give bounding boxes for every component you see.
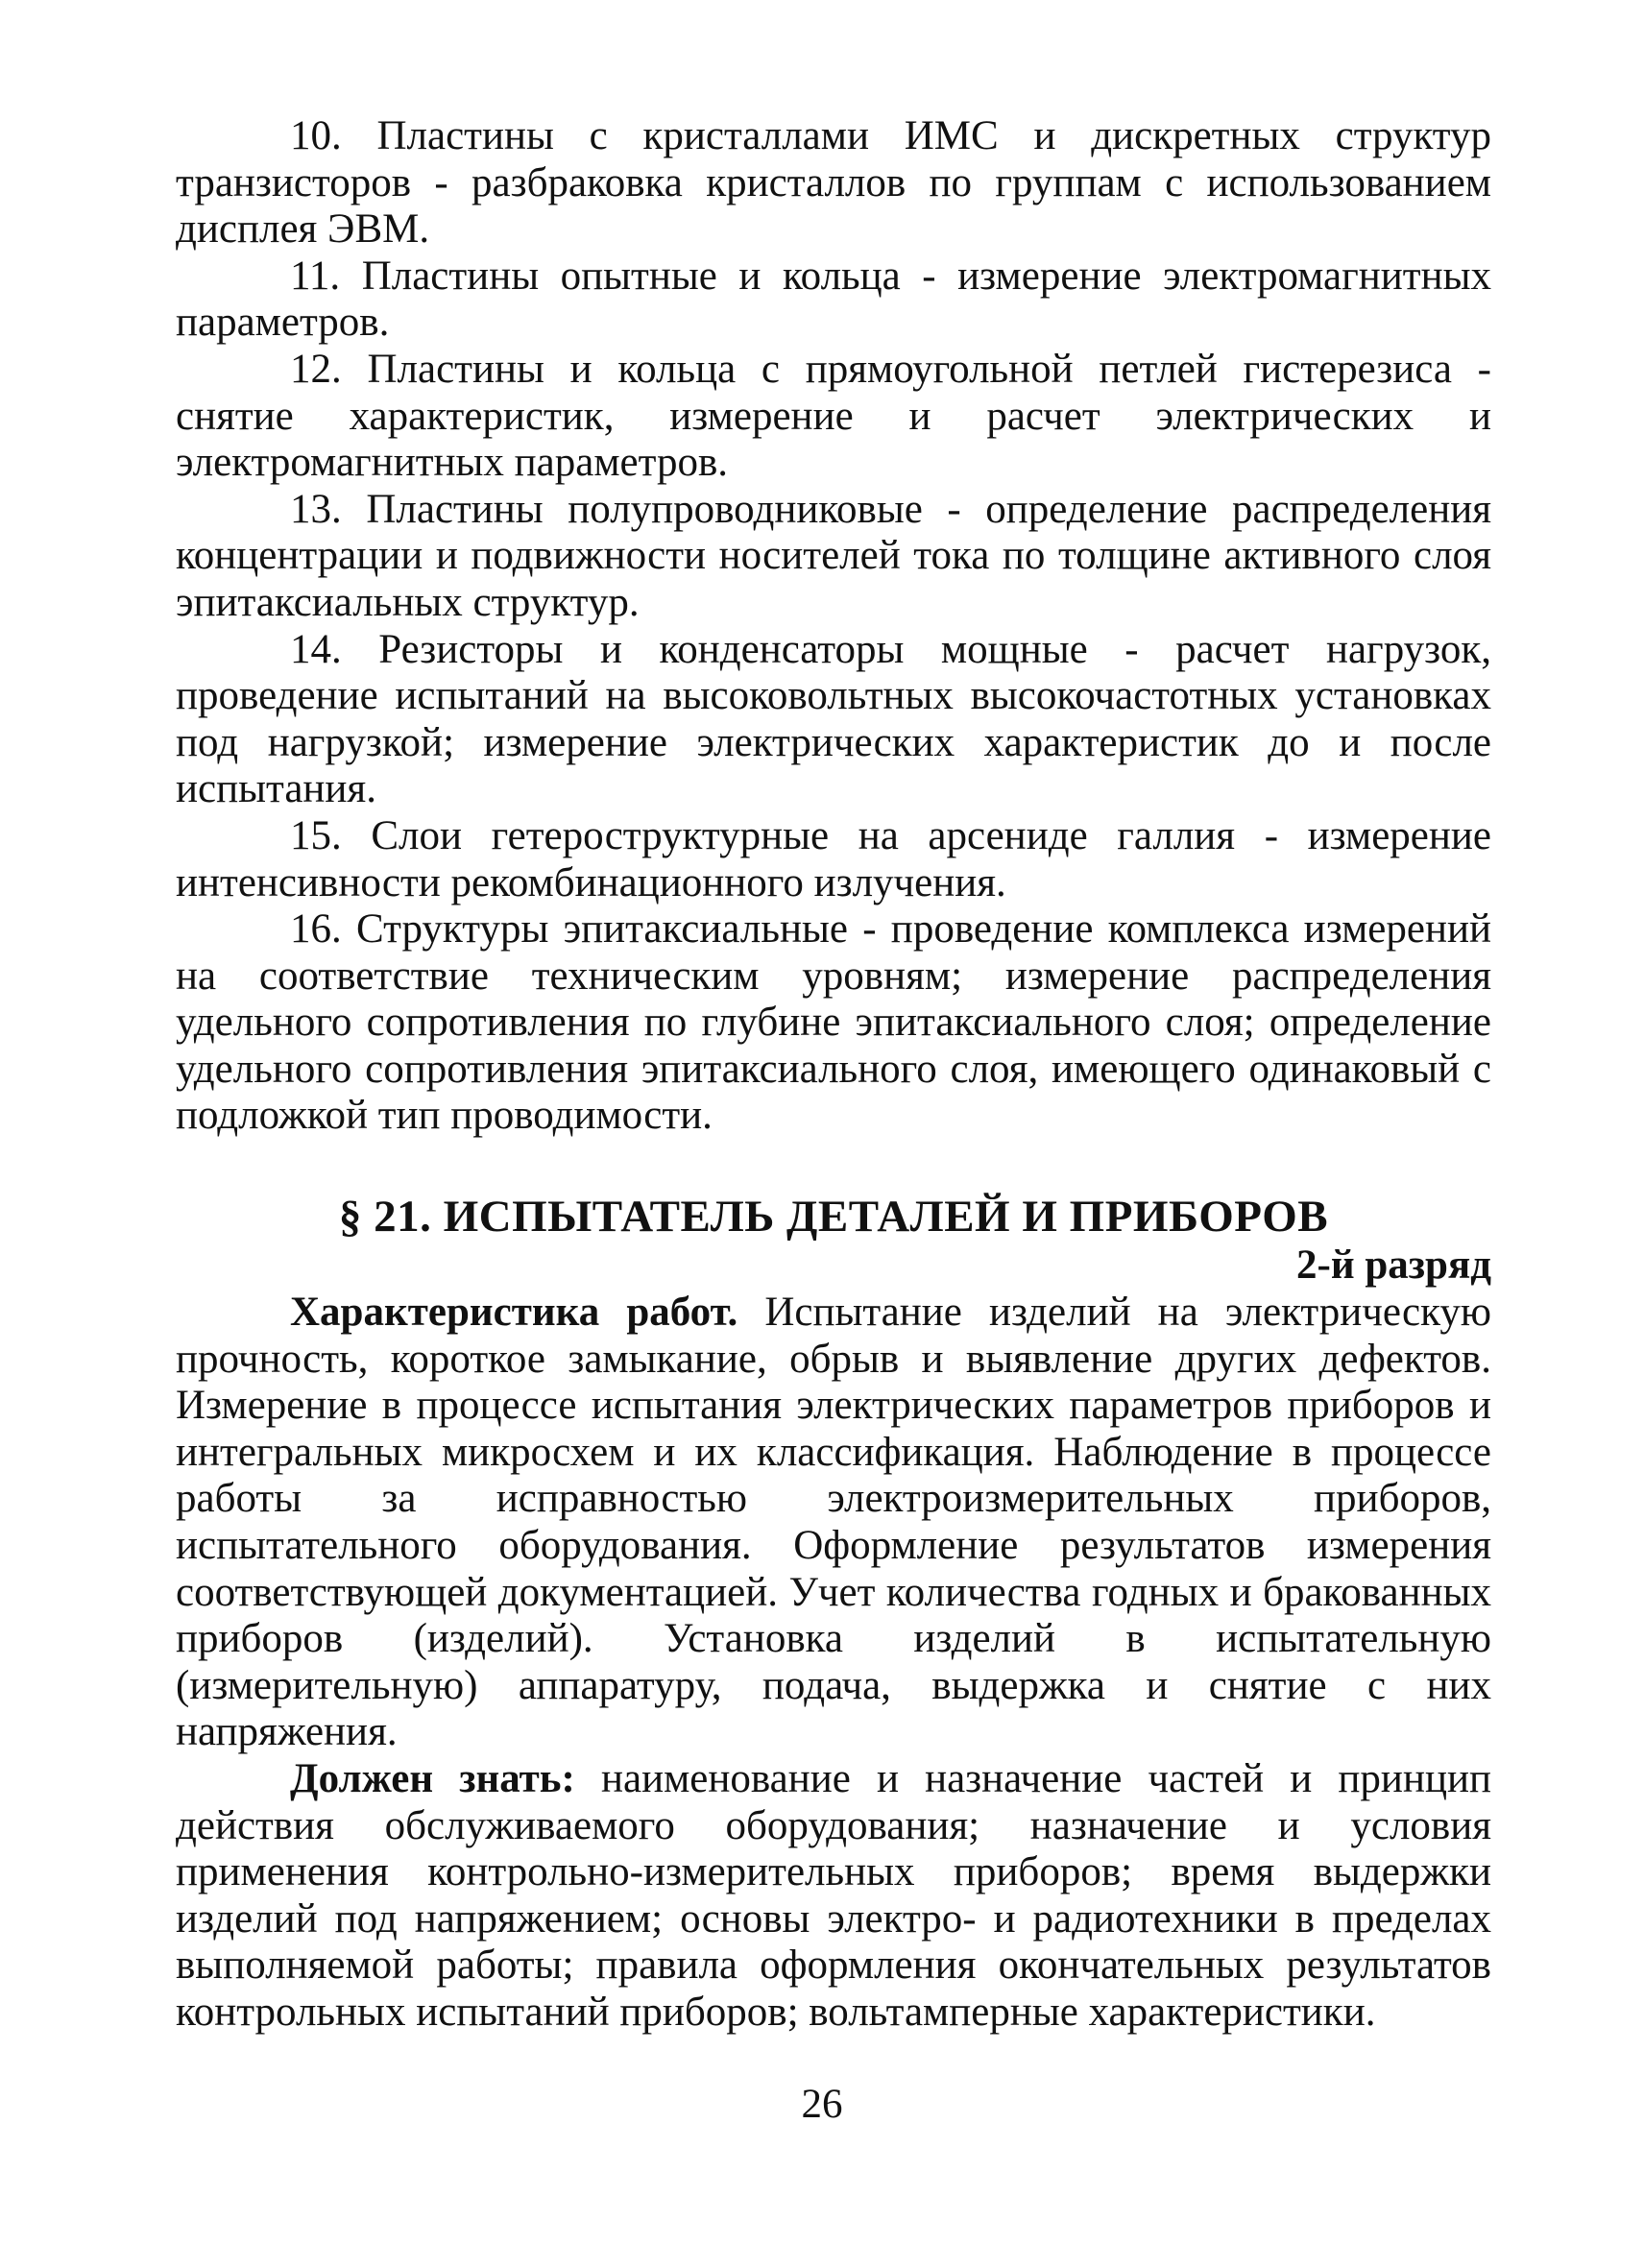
- document-page: [176, 113, 1491, 2037]
- list-item: 14. Резисторы и конденсаторы мощные - расчет нагрузок, проведение испытаний на высоковольтных высокочастотных установках под нагрузкой; измерение электрических характеристик до и после испытания.: [176, 626, 1491, 812]
- list-item: 15. Слои гетероструктурные на арсениде галлия - измерение интенсивности рекомбинационного излучения.: [176, 812, 1491, 905]
- list-item: 12. Пластины и кольца с прямоугольной петлей гистерезиса - снятие характеристик, измерение и расчет электрических и электромагнитных параметров.: [176, 346, 1491, 486]
- grade-label: 2-й разряд: [1296, 1243, 1491, 1289]
- knowledge-paragraph: [176, 1756, 1491, 2037]
- list-item: 10. Пластины с кристаллами ИМС и дискретных структур транзисторов - разбраковка кристаллов по группам с использованием дисплея ЭВМ.: [176, 113, 1491, 253]
- page-number: 26: [801, 2082, 843, 2127]
- knowledge-text: наименование и назначение частей и принцип действия обслуживаемого оборудования; назначение и условия применения контрольно-измерительных приборов; время выдержки изделий под напряжением; основы электро- и радиотехники в пределах выполняемой работы; правила оформления окончательных результатов контрольных испытаний приборов; вольтамперные характеристики.: [176, 1756, 1491, 2035]
- characteristics-text: Испытание изделий на электрическую прочность, короткое замыкание, обрыв и выявление других дефектов. Измерение в процессе испытания электрических параметров приборов и интегральных микросхем и их классификация. Наблюдение в процессе работы за исправностью электроизмерительных приборов, испытательного оборудования. Оформление результатов измерения соответствующей документацией. Учет количества годных и бракованных приборов (изделий). Установка изделий в испытательную (измерительную) аппаратуру, подача, выдержка и снятие с них напряжения.: [176, 1290, 1492, 1755]
- section-title: § 21. ИСПЫТАТЕЛЬ ДЕТАЛЕЙ И ПРИБОРОВ: [338, 1192, 1329, 1243]
- characteristics-paragraph: [176, 1290, 1491, 1756]
- characteristics-label: Характеристика работ.: [290, 1290, 738, 1336]
- list-item: 16. Структуры эпитаксиальные - проведение комплекса измерений на соответствие техническим уровням; измерение распределения удельного сопротивления по глубине эпитаксиального слоя; определение удельного сопротивления эпитаксиального слоя, имеющего одинаковый с подложкой тип проводимости.: [176, 906, 1491, 1139]
- knowledge-label: Должен знать:: [290, 1756, 575, 1801]
- list-item: 11. Пластины опытные и кольца - измерение электромагнитных параметров.: [176, 253, 1491, 346]
- list-item: 13. Пластины полупроводниковые - определение распределения концентрации и подвижности носителей тока по толщине активного слоя эпитаксиальных структур.: [176, 486, 1491, 625]
